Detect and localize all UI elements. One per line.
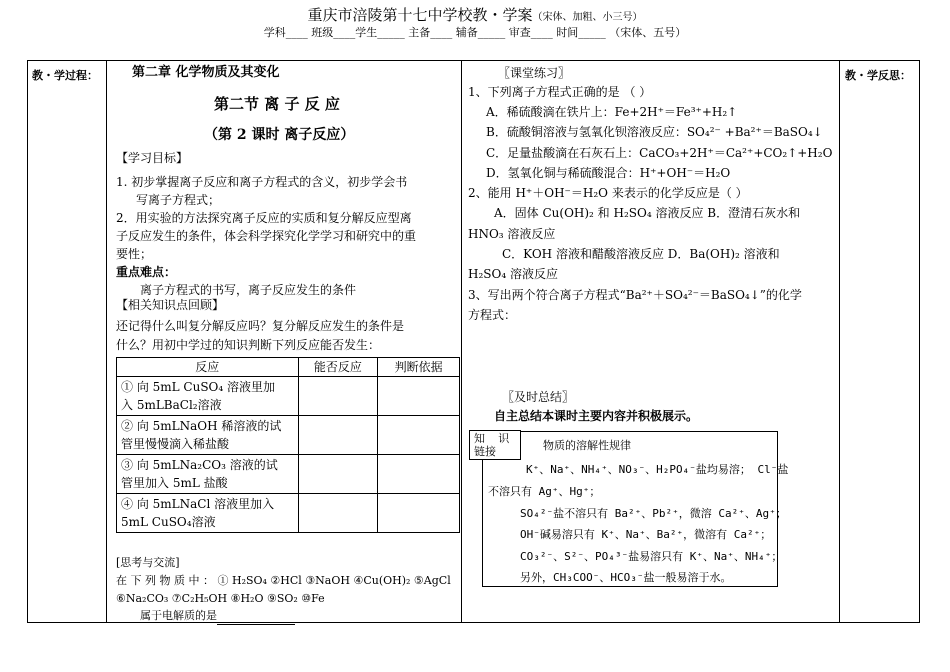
knowledge-line-1: K⁺、Na⁺、NH₄⁺、NO₃⁻、H₂PO₄⁻盐均易溶； Cl⁻盐 (526, 463, 789, 476)
question-3-line-2: 方程式： (468, 308, 517, 322)
reaction-text: ④ 向 5mLNaCl 溶液里加入 (121, 497, 275, 511)
question-1-option-d: D．氢氧化铜与稀硫酸混合：H⁺+OH⁻＝H₂O (486, 166, 731, 180)
reason-cell[interactable] (378, 377, 460, 416)
section-heading: 第二节 离 子 反 应 (214, 95, 340, 113)
question-2-options-ab-cont: HNO₃ 溶液反应 (468, 227, 556, 241)
reaction-cell (117, 377, 299, 416)
summary-text: 自主总结本课时主要内容并积极展示。 (494, 409, 699, 423)
question-1-option-b: B．硫酸铜溶液与氢氧化钡溶液反应：SO₄²⁻ +Ba²⁺＝BaSO₄↓ (486, 125, 823, 139)
reason-cell[interactable] (378, 455, 460, 494)
left-column-label: 教・学过程： (32, 69, 98, 82)
answer-cell[interactable] (298, 455, 378, 494)
table-header: 判断依据 (378, 358, 460, 377)
table-row (117, 455, 460, 494)
knowledge-line-3: SO₄²⁻盐不溶只有 Ba²⁺、Pb²⁺，微溶 Ca²⁺、Ag⁺； (520, 507, 787, 520)
reaction-table (116, 357, 460, 533)
knowledge-title: 物质的溶解性规律 (543, 439, 631, 452)
knowledge-line-4: OH⁻碱易溶只有 K⁺、Na⁺、Ba²⁺，微溶有 Ca²⁺； (520, 528, 772, 541)
goal-2-line-2: 子反应发生的条件，体会科学探究化学学习和研究中的重 (116, 229, 417, 243)
reaction-text: ③ 向 5mLNa₂CO₃ 溶液的试 (121, 458, 278, 472)
page-title (0, 6, 950, 27)
answer-cell[interactable] (298, 416, 378, 455)
answer-cell[interactable] (298, 377, 378, 416)
answer-cell[interactable] (298, 494, 378, 533)
divider-left (106, 61, 107, 622)
goal-2-line-3: 要性； (116, 247, 153, 261)
lesson-sheet (27, 60, 920, 623)
divider-middle (461, 61, 462, 622)
knowledge-line-6: 另外，CH₃COO⁻、HCO₃⁻盐一般易溶于水。 (520, 571, 732, 584)
reaction-text: 管里加入 5mL 盐酸 (121, 476, 228, 490)
goal-2-line-1: 2．用实验的方法探究离子反应的实质和复分解反应型离 (116, 211, 412, 225)
reaction-cell (117, 494, 299, 533)
table-row (117, 416, 460, 455)
key-points-text: 离子方程式的书写，离子反应发生的条件 (140, 283, 357, 297)
reaction-text: 5mL CuSO₄溶液 (121, 515, 216, 529)
knowledge-line-2: 不溶只有 Ag⁺、Hg⁺； (488, 485, 601, 498)
answer-blank[interactable] (217, 608, 295, 625)
reason-cell[interactable] (378, 416, 460, 455)
goal-1-line-1: 1. 初步掌握离子反应和离子方程式的含义，初步学会书 (116, 175, 408, 189)
knowledge-line-5: CO₃²⁻、S²⁻、PO₄³⁻盐易溶只有 K⁺、Na⁺、NH₄⁺； (520, 550, 783, 563)
meta-line: 学科____ 班级____学生_____ 主备____ 辅备_____ 审查____ 时间_____ （宋体、五号） (263, 26, 687, 39)
question-3-line-1: 3、写出两个符合离子方程式“Ba²⁺＋SO₄²⁻＝BaSO₄↓”的化学 (468, 288, 802, 302)
review-question-line-2: 什么？用初中学过的知识判断下列反应能否发生： (116, 338, 381, 352)
reaction-cell (117, 455, 299, 494)
review-question-line-1: 还记得什么叫复分解反应吗？复分解反应发生的条件是 (116, 319, 405, 333)
table-header: 能否反应 (298, 358, 378, 377)
table-row (117, 494, 460, 533)
goals-heading: 【学习目标】 (116, 151, 189, 165)
think-line-3 (140, 608, 295, 625)
reaction-text: 入 5mLBaCl₂溶液 (121, 398, 222, 412)
reason-cell[interactable] (378, 494, 460, 533)
period-heading: （第 2 课时 离子反应） (204, 127, 355, 143)
question-1: 1、下列离子方程式正确的是 （ ） (468, 85, 652, 99)
knowledge-link-badge: 知 识 链接 (469, 430, 521, 460)
think-line-2: ⑥Na₂CO₃ ⑦C₂H₅OH ⑧H₂O ⑨SO₂ ⑩Fe (116, 592, 325, 605)
question-2-options-cd-cont: H₂SO₄ 溶液反应 (468, 267, 558, 281)
reaction-cell (117, 416, 299, 455)
question-2-options-cd: C．KOH 溶液和醋酸溶液反应 D．Ba(OH)₂ 溶液和 (502, 247, 780, 261)
question-2: 2、能用 H⁺＋OH⁻＝H₂O 来表示的化学反应是（ ） (468, 186, 748, 200)
think-line-1: 在 下 列 物 质 中 ： ① H₂SO₄ ②HCl ③NaOH ④Cu(OH)₂ ⑤AgCl (116, 574, 451, 587)
reaction-text: ① 向 5mL CuSO₄ 溶液里加 (121, 380, 276, 394)
reaction-text: 管里慢慢滴入稀盐酸 (121, 437, 230, 451)
key-points-heading: 重点难点： (116, 265, 177, 279)
think-heading: [思考与交流] (116, 556, 180, 569)
divider-right (839, 61, 840, 622)
table-header-row (117, 358, 460, 377)
school-title: 重庆市涪陵第十七中学校教・学案 (307, 6, 533, 24)
question-1-option-c: C．足量盐酸滴在石灰石上：CaCO₃+2H⁺＝Ca²⁺+CO₂↑+H₂O (486, 146, 833, 160)
goal-1-line-2: 写离子方程式； (136, 193, 221, 207)
right-column-label: 教・学反思： (845, 69, 911, 82)
question-1-option-a: A．稀硫酸滴在铁片上：Fe+2H⁺＝Fe³⁺+H₂↑ (486, 105, 738, 119)
title-format-note: （宋体、加粗、小三号） (532, 12, 643, 23)
review-heading: 【相关知识点回顾】 (116, 298, 225, 312)
question-2-options-ab: A．固体 Cu(OH)₂ 和 H₂SO₄ 溶液反应 B．澄清石灰水和 (494, 206, 801, 220)
table-header: 反应 (117, 358, 299, 377)
practice-heading: 〖课堂练习〗 (498, 66, 571, 80)
reaction-text: ② 向 5mLNaOH 稀溶液的试 (121, 419, 282, 433)
think-prompt: 属于电解质的是 (140, 609, 217, 622)
table-row (117, 377, 460, 416)
chapter-heading: 第二章 化学物质及其变化 (132, 65, 280, 80)
summary-heading: 〖及时总结〗 (502, 390, 575, 404)
